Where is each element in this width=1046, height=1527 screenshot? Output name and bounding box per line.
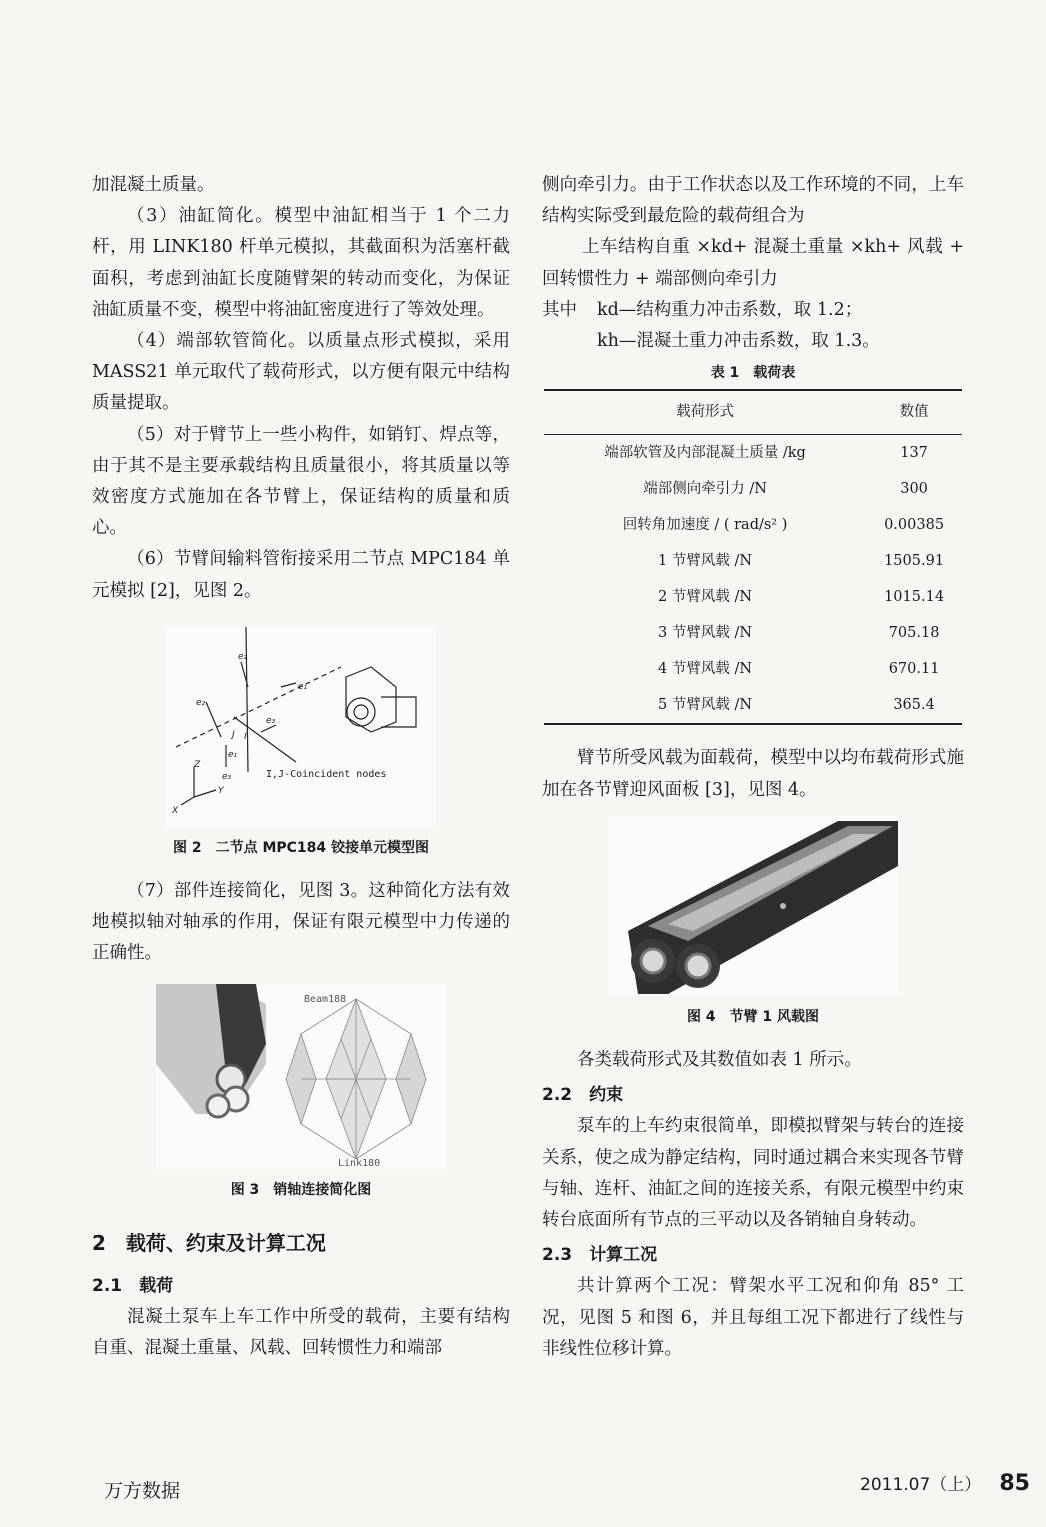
kh-definition: kh—混凝土重力冲击系数，取 1.3。	[597, 331, 880, 352]
table-cell: 端部侧向牵引力 /N	[643, 480, 767, 497]
table-row	[544, 471, 962, 507]
table-cell: 705.18	[888, 624, 940, 641]
svg-text:e₁: e₁	[228, 749, 238, 760]
table-cell: 回转角加速度 / ( rad/s² )	[622, 516, 788, 533]
section-2-1-heading: 2.1 载荷	[92, 1276, 174, 1297]
left-column	[92, 170, 510, 1365]
footer-issue	[860, 1470, 1030, 1496]
table-cell: 1015.14	[884, 588, 945, 605]
fig3-beam-label: Beam188	[304, 993, 347, 1005]
table-row	[544, 615, 962, 651]
right-column	[542, 170, 964, 1365]
table-row	[544, 651, 962, 687]
paragraph-constraints: 泵车的上车约束很简单，即模拟臂架与转台的连接关系，使之成为静定结构，同时通过耦合来实现各节臂与轴、连杆、油缸之间的连接关系，有限元模型中约束转台底面所有节点的三平动以及各销轴自身转动。	[542, 1116, 964, 1231]
svg-text:I: I	[244, 731, 247, 742]
svg-text:e₁: e₁	[298, 681, 308, 692]
table-cell: 2 节臂风载 /N	[658, 588, 753, 605]
table-row	[544, 579, 962, 615]
paragraph-hose: （4）端部软管简化。以质量点形式模拟，采用 MASS21 单元取代了载荷形式，以方便有限元中结构质量提取。	[92, 331, 510, 414]
fig2-node-label: I,J-Coincident nodes	[266, 768, 387, 780]
table-header-load-type: 载荷形式	[544, 390, 866, 435]
coefficient-kh	[542, 326, 964, 357]
issue-date: 2011.07（上）	[860, 1475, 982, 1495]
svg-text:X: X	[172, 805, 179, 816]
fig3-link-label: Link180	[338, 1157, 381, 1169]
table-cell: 300	[900, 480, 928, 497]
table-row	[544, 435, 962, 472]
svg-text:e₂: e₂	[238, 651, 248, 662]
section-2-3-heading: 2.3 计算工况	[542, 1245, 658, 1266]
figure-3-caption: 图 3 销轴连接简化图	[230, 1181, 372, 1198]
table-cell: 365.4	[866, 687, 962, 724]
load-combination-formula: 上车结构自重 ×kd+ 混凝土重量 ×kh+ 风载 + 回转惯性力 + 端部侧向牵引力	[542, 237, 964, 289]
table-cell: 670.11	[888, 660, 940, 677]
mpc184-diagram	[166, 627, 436, 827]
svg-text:e₃: e₃	[266, 715, 276, 726]
table-row	[544, 687, 962, 724]
paragraph-cylinder: （3）油缸简化。模型中油缸相当于 1 个二力杆，用 LINK180 杆单元模拟，其截面积为活塞杆截面积，考虑到油缸长度随臂架的转动而变化，为保证油缸质量不变，模型中将油缸密度进行了等效处理。	[92, 206, 510, 320]
figure-2-caption: 图 2 二节点 MPC184 铰接单元模型图	[172, 839, 430, 856]
where-label: 其中	[542, 299, 577, 320]
table-cell: 0.00385	[884, 516, 945, 533]
paragraph-intro-end: 加混凝土质量。	[92, 175, 215, 195]
paragraph-pipe-joint: （6）节臂间输料管衔接采用二节点 MPC184 单元模拟 [2]，见图 2。	[92, 549, 510, 601]
boom-wind-diagram	[608, 816, 898, 996]
page-number: 85	[999, 1471, 1030, 1496]
table-cell: 1 节臂风载 /N	[658, 552, 753, 569]
svg-text:e₃: e₃	[222, 771, 232, 782]
svg-text:e₂: e₂	[196, 697, 206, 708]
figure-4-caption: 图 4 节臂 1 风载图	[686, 1008, 820, 1025]
table-cell: 5 节臂风载 /N	[544, 687, 866, 724]
svg-text:Z: Z	[194, 759, 201, 770]
section-2-heading: 2 载荷、约束及计算工况	[92, 1230, 326, 1255]
paragraph-loads: 混凝土泵车上车工作中所受的载荷，主要有结构自重、混凝土重量、风载、回转惯性力和端部	[92, 1307, 510, 1359]
table-cell: 137	[900, 444, 928, 461]
table-cell: 端部软管及内部混凝土质量 /kg	[604, 444, 806, 461]
kd-definition: kd—结构重力冲击系数，取 1.2；	[597, 299, 863, 320]
footer-source: 万方数据	[104, 1480, 181, 1502]
table-1-caption: 表 1 载荷表	[710, 365, 796, 382]
paragraph-connection: （7）部件连接简化，见图 3。这种简化方法有效地模拟轴对轴承的作用，保证有限元模型中力传递的正确性。	[92, 881, 510, 964]
table-header-row	[544, 390, 962, 435]
table-cell: 4 节臂风载 /N	[658, 660, 753, 677]
svg-text:Y: Y	[218, 785, 224, 796]
paragraph-small-parts: （5）对于臂节上一些小构件，如销钉、焊点等，由于其不是主要承载结构且质量很小，将其质量以等效密度方式施加在各节臂上，保证结构的质量和质心。	[92, 424, 510, 539]
figure-2	[166, 627, 436, 827]
paragraph-traction: 侧向牵引力。由于工作状态以及工作环境的不同，上车结构实际受到最危险的载荷组合为	[542, 175, 964, 227]
figure-3	[156, 984, 446, 1169]
svg-text:J: J	[232, 729, 235, 740]
paragraph-loads-table-ref: 各类载荷形式及其数值如表 1 所示。	[577, 1050, 862, 1071]
table-header-value: 数值	[866, 390, 962, 435]
table-cell: 1505.91	[884, 552, 945, 569]
section-2-2-heading: 2.2 约束	[542, 1085, 624, 1106]
figure-4	[608, 816, 898, 996]
table-row	[544, 507, 962, 543]
pin-connection-diagram	[156, 984, 446, 1169]
paragraph-load-cases: 共计算两个工况：臂架水平工况和仰角 85° 工况，见图 5 和图 6，并且每组工况下都进行了线性与非线性位移计算。	[542, 1276, 964, 1359]
table-cell: 3 节臂风载 /N	[658, 624, 753, 641]
coefficient-kd	[542, 295, 964, 326]
table-row	[544, 543, 962, 579]
paragraph-wind: 臂节所受风载为面载荷，模型中以均布载荷形式施加在各节臂迎风面板 [3]，见图 4。	[542, 748, 964, 800]
load-table	[544, 389, 962, 725]
